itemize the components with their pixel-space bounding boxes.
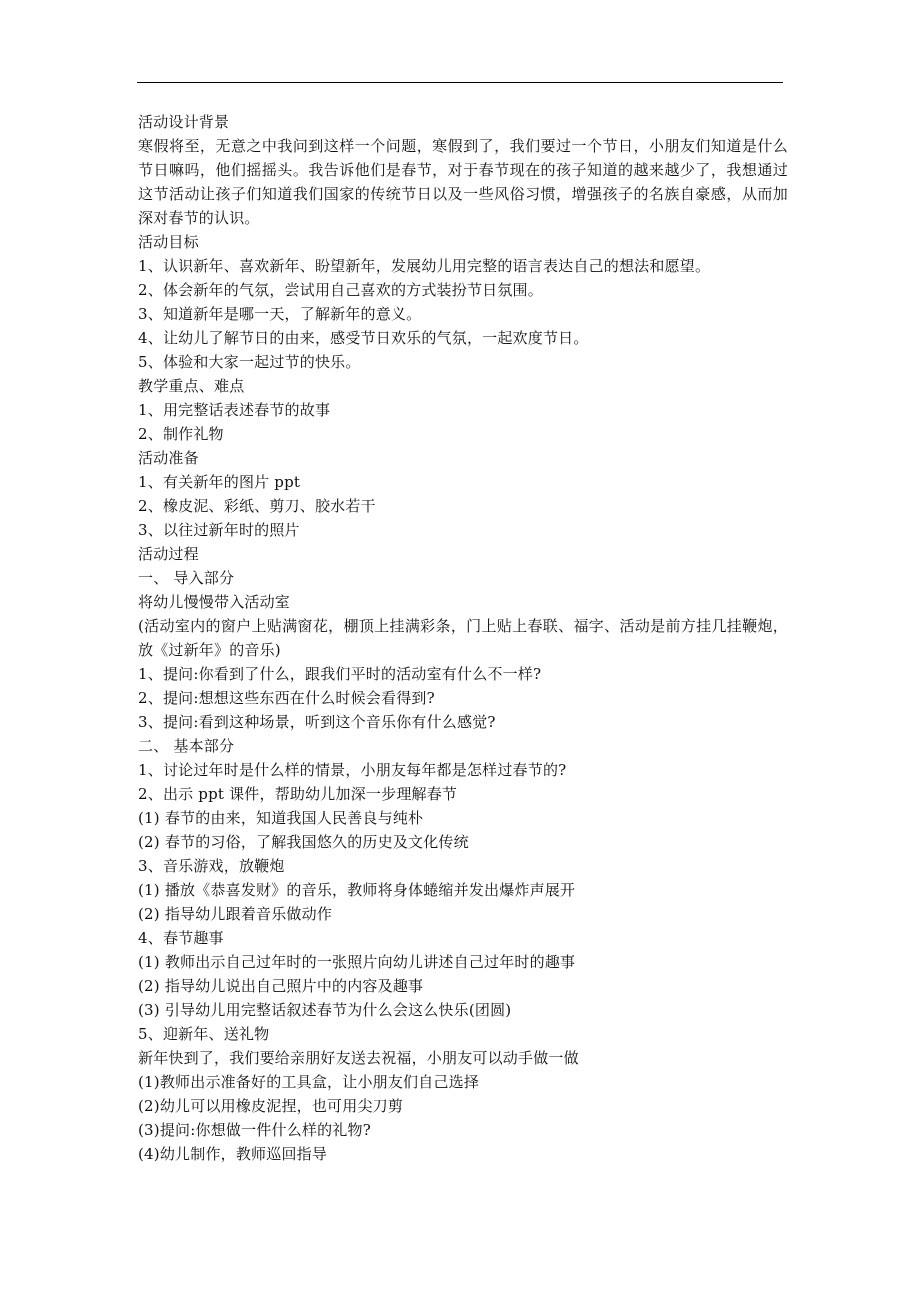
preparation-item: 3、以往过新年时的照片 — [138, 521, 300, 539]
key-point-item: 1、用完整话表述春节的故事 — [138, 401, 331, 419]
process-subitem: (2) 指导幼儿说出自己照片中的内容及趣事 — [138, 977, 424, 995]
process-subitem: (1) 教师出示自己过年时的一张照片向幼儿讲述自己过年时的趣事 — [138, 953, 576, 971]
heading-goals: 活动目标 — [138, 233, 199, 251]
document-body — [138, 110, 788, 1166]
process-subitem: (2)幼儿可以用橡皮泥捏，也可用尖刀剪 — [138, 1097, 404, 1115]
preparation-item: 1、有关新年的图片 ppt — [138, 473, 301, 491]
process-item: 1、讨论过年时是什么样的情景，小朋友每年都是怎样过春节的? — [138, 761, 567, 779]
heading-preparation: 活动准备 — [138, 449, 199, 467]
process-item: 4、春节趣事 — [138, 929, 224, 947]
process-text: 将幼儿慢慢带入活动室 — [138, 593, 291, 611]
preparation-item: 2、橡皮泥、彩纸、剪刀、胶水若干 — [138, 497, 376, 515]
goal-item: 1、认识新年、喜欢新年、盼望新年，发展幼儿用完整的语言表达自己的想法和愿望。 — [138, 257, 711, 275]
process-subitem: (4)幼儿制作，教师巡回指导 — [138, 1145, 328, 1163]
background-paragraph: 寒假将至，无意之中我问到这样一个问题，寒假到了，我们要过一个节日，小朋友们知道是什么节日嘛吗，他们摇摇头。我告诉他们是春节，对于春节现在的孩子知道的越来越少了，我想通过这节活动让孩子们知道我们国家的传统节日以及一些风俗习惯，增强孩子的名族自豪感，从而加深对春节的认识。 — [138, 137, 788, 227]
process-subitem: (1) 播放《恭喜发财》的音乐，教师将身体蜷缩并发出爆炸声展开 — [138, 881, 576, 899]
header-rule — [137, 82, 783, 83]
process-subitem: (1)教师出示准备好的工具盒，让小朋友们自己选择 — [138, 1073, 480, 1091]
process-item: 2、提问:想想这些东西在什么时候会看得到? — [138, 689, 435, 707]
process-item: 5、迎新年、送礼物 — [138, 1025, 270, 1043]
heading-key-points: 教学重点、难点 — [138, 377, 245, 395]
process-item: 2、出示 ppt 课件，帮助幼儿加深一步理解春节 — [138, 785, 458, 803]
key-point-item: 2、制作礼物 — [138, 425, 224, 443]
goal-item: 4、让幼儿了解节日的由来，感受节日欢乐的气氛，一起欢度节日。 — [138, 329, 589, 347]
process-item: 1、提问:你看到了什么，跟我们平时的活动室有什么不一样? — [138, 665, 542, 683]
heading-process: 活动过程 — [138, 545, 199, 563]
heading-background: 活动设计背景 — [138, 113, 230, 131]
process-paragraph: (活动室内的窗户上贴满窗花，棚顶上挂满彩条，门上贴上春联、福字、活动是前方挂几挂鞭炮，放《过新年》的音乐) — [138, 617, 788, 659]
goal-item: 2、体会新年的气氛，尝试用自己喜欢的方式装扮节日氛围。 — [138, 281, 543, 299]
section-basic: 二、 基本部分 — [138, 737, 235, 755]
goal-item: 3、知道新年是哪一天，了解新年的意义。 — [138, 305, 422, 323]
process-text: 新年快到了，我们要给亲朋好友送去祝福，小朋友可以动手做一做 — [138, 1049, 579, 1067]
process-subitem: (1) 春节的由来，知道我国人民善良与纯朴 — [138, 809, 424, 827]
process-item: 3、提问:看到这种场景，听到这个音乐你有什么感觉? — [138, 713, 496, 731]
process-subitem: (2) 指导幼儿跟着音乐做动作 — [138, 905, 333, 923]
process-subitem: (2) 春节的习俗，了解我国悠久的历史及文化传统 — [138, 833, 469, 851]
process-subitem: (3)提问:你想做一件什么样的礼物? — [138, 1121, 371, 1139]
section-intro: 一、 导入部分 — [138, 569, 235, 587]
process-subitem: (3) 引导幼儿用完整话叙述春节为什么会这么快乐(团圆) — [138, 1001, 512, 1019]
process-item: 3、音乐游戏，放鞭炮 — [138, 857, 285, 875]
goal-item: 5、体验和大家一起过节的快乐。 — [138, 353, 361, 371]
